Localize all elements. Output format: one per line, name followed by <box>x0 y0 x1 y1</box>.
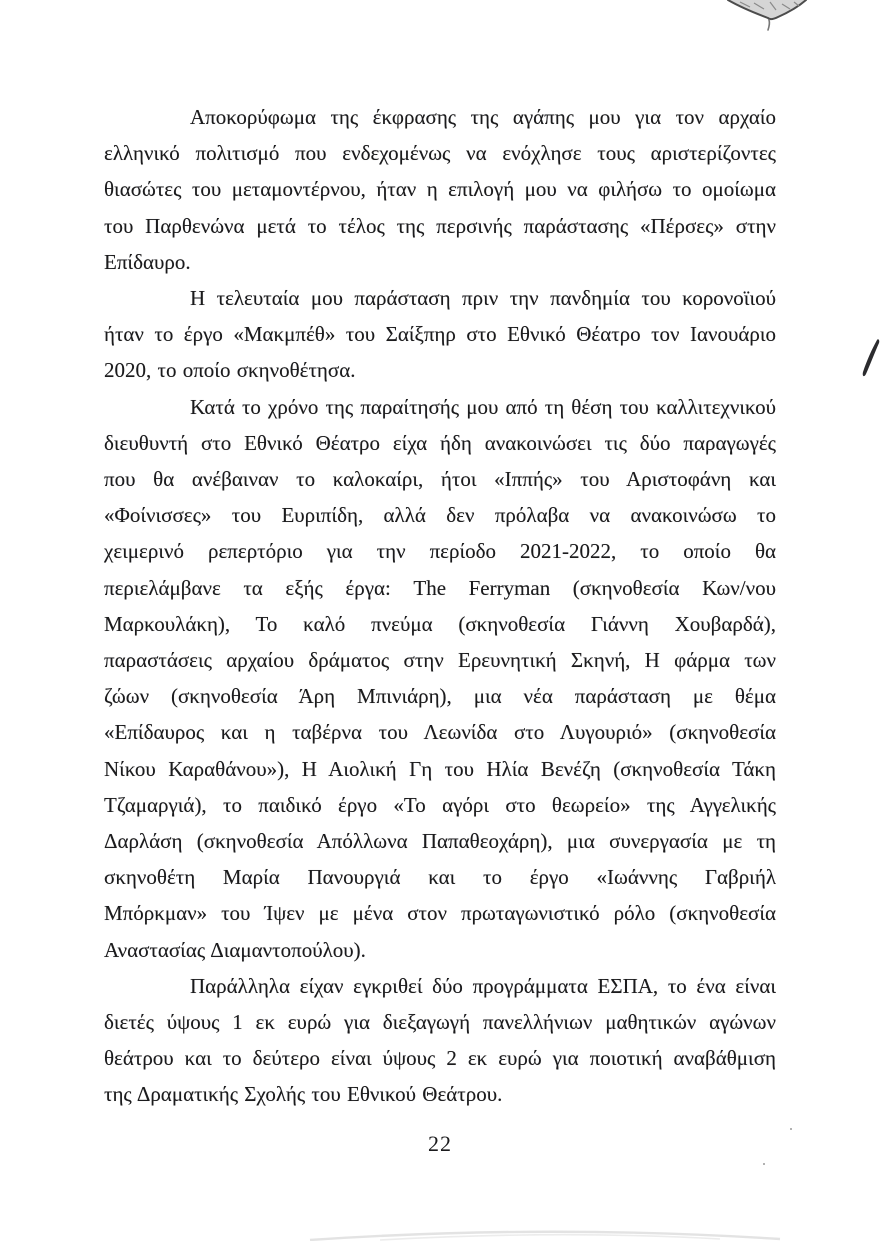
text-line: της Δραματικής Σχολής του Εθνικού Θεάτρου. <box>104 1082 503 1107</box>
text-line: σκηνοθέτη Μαρία Πανουργιά και το έργο «Ιωάννης Γαβριήλ <box>104 865 776 890</box>
dust-speck <box>763 1163 765 1165</box>
text-line: ήταν το έργο «Μακμπέθ» του Σαίξπηρ στο Εθνικό Θέατρο τον Ιανουάριο <box>104 322 776 347</box>
dust-speck <box>790 1128 792 1130</box>
paragraph <box>104 99 776 280</box>
paragraph <box>104 280 776 389</box>
text-line: περιελάμβανε τα εξής έργα: The Ferryman (σκηνοθεσία Κων/νου <box>104 575 776 600</box>
text-line: Μπόρκμαν» του Ίψεν με μένα στον πρωταγωνιστικό ρόλο (σκηνοθεσία <box>104 901 776 926</box>
text-line: Κατά το χρόνο της παραίτησής μου από τη θέση του καλλιτεχνικού <box>190 394 776 419</box>
text-line: χειμερινό ρεπερτόριο για την περίοδο 2021-2022, το οποίο θα <box>104 539 776 564</box>
text-line: «Επίδαυρος και η ταβέρνα του Λεωνίδα στο Λυγουριό» (σκηνοθεσία <box>104 720 776 745</box>
text-line: Παράλληλα είχαν εγκριθεί δύο προγράμματα ΕΣΠΑ, το ένα είναι <box>190 973 776 998</box>
pencil-sketch-fragment <box>720 0 835 34</box>
text-line: του Παρθενώνα μετά το τέλος της περσινής παράστασης «Πέρσες» στην <box>104 213 776 238</box>
text-line: Δαρλάση (σκηνοθεσία Απόλλωνα Παπαθεοχάρη), μια συνεργασία με τη <box>104 829 776 854</box>
text-line: ζώων (σκηνοθεσία Άρη Μπινιάρη), μια νέα παράσταση με θέμα <box>104 684 776 709</box>
text-line: διετές ύψους 1 εκ ευρώ για διεξαγωγή πανελλήνιων μαθητικών αγώνων <box>104 1010 776 1035</box>
page-number: 22 <box>428 1131 452 1156</box>
text-line: Νίκου Καραθάνου»), Η Αιολική Γη του Ηλία Βενέζη (σκηνοθεσία Τάκη <box>104 756 776 781</box>
text-line: Αναστασίας Διαμαντοπούλου). <box>104 937 366 962</box>
text-line: Μαρκουλάκη), Το καλό πνεύμα (σκηνοθεσία Γιάννη Χουβαρδά), <box>104 611 776 636</box>
text-line: «Φοίνισσες» του Ευριπίδη, αλλά δεν πρόλαβα να ανακοινώσω το <box>104 503 776 528</box>
text-line: Τζαμαργιά), το παιδικό έργο «Το αγόρι στο θεωρείο» της Αγγελικής <box>104 792 776 817</box>
document-body <box>104 99 776 1113</box>
text-line: ελληνικό πολιτισμό που ενδεχομένως να ενόχλησε τους αριστερίζοντες <box>104 141 776 166</box>
text-line: Η τελευταία μου παράσταση πριν την πανδημία του κορονοϊιού <box>190 286 776 311</box>
ink-stroke-mark <box>856 336 880 384</box>
paragraph <box>104 968 776 1113</box>
paragraph <box>104 389 776 968</box>
page-curl-shadow <box>0 1212 880 1241</box>
text-line: 2020, το οποίο σκηνοθέτησα. <box>104 358 356 383</box>
text-line: διευθυντή στο Εθνικό Θέατρο είχα ήδη ανακοινώσει τις δύο παραγωγές <box>104 430 776 455</box>
text-line: Αποκορύφωμα της έκφρασης της αγάπης μου για τον αρχαίο <box>190 105 776 129</box>
text-line: που θα ανέβαιναν το καλοκαίρι, ήτοι «Ιππής» του Αριστοφάνη και <box>104 467 776 492</box>
text-line: παραστάσεις αρχαίου δράματος στην Ερευνητική Σκηνή, Η φάρμα των <box>104 648 776 673</box>
text-line: θιασώτες του μεταμοντέρνου, ήταν η επιλογή μου να φιλήσω το ομοίωμα <box>104 177 776 202</box>
text-line: Επίδαυρο. <box>104 249 191 274</box>
text-line: θεάτρου και το δεύτερο είναι ύψους 2 εκ ευρώ για ποιοτική αναβάθμιση <box>104 1046 776 1071</box>
